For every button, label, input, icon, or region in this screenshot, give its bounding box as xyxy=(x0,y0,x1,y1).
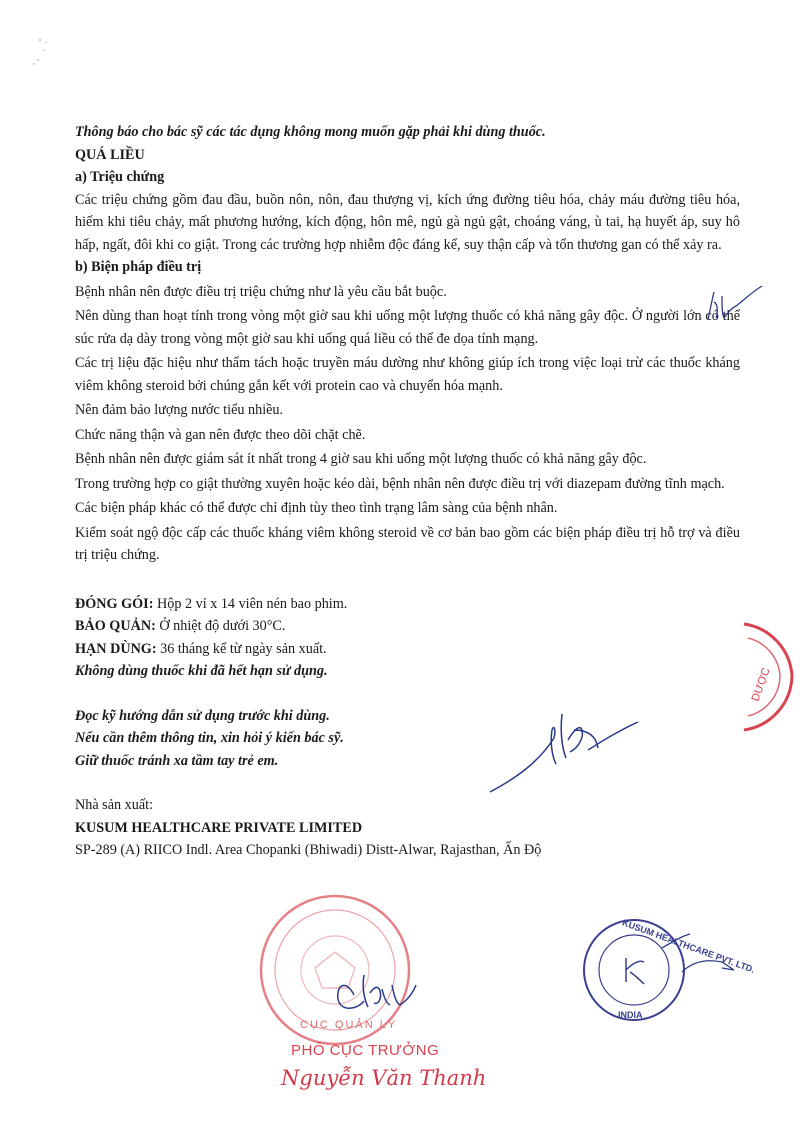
treatment-paragraph: Các trị liệu đặc hiệu như thẩm tách hoặc truyền máu dường như không giúp ích trong việc loại trừ các thuốc kháng viêm không steroid bởi chúng gắn kết với protein cao và chuyển hóa mạnh. xyxy=(75,355,740,394)
storage-line xyxy=(75,615,740,638)
scan-dots xyxy=(30,38,80,78)
manufacturer-name: KUSUM HEALTHCARE PRIVATE LIMITED xyxy=(75,819,363,836)
treatment-paragraph: Bệnh nhân nên được giám sát ít nhất trong 4 giờ sau khi uống một lượng thuốc có khả năng gây độc. xyxy=(75,451,647,467)
official-signature xyxy=(320,955,430,1025)
stamp-title: PHÓ CỤC TRƯỞNG xyxy=(291,1042,440,1059)
advice-line: Giữ thuốc tránh xa tầm tay trẻ em. xyxy=(75,752,279,769)
manufacturer-label: Nhà sản xuất: xyxy=(75,797,154,813)
expiry-warning: Không dùng thuốc khi đã hết hạn sử dụng. xyxy=(75,663,328,679)
storage-value: Ở nhiệt độ dưới 30°C. xyxy=(155,618,286,634)
company-seal-text: KUSUM HEALTHCARE PVT. LTD. xyxy=(620,917,757,975)
treatment-paragraph: Các biện pháp khác có thể được chỉ định tùy theo tình trạng lâm sàng của bệnh nhân. xyxy=(75,500,558,516)
shelf-life-value: 36 tháng kể từ ngày sản xuất. xyxy=(156,640,327,657)
symptoms-text: Các triệu chứng gồm đau đầu, buồn nôn, nôn, đau thượng vị, kích ứng đường tiêu hóa, chảy máu đường tiêu hóa, hiếm khi tiêu chảy, mất phương hướng, kích động, hôn mê, ngủ gà ngủ gật, choáng váng, ù tai, hạ huyết áp, suy hô hấp, ngất, đôi khi co giật. Trong các trường hợp nhiễm độc đáng kể, suy thận cấp và tổn thương gan có thể xảy ra. xyxy=(75,191,740,253)
treatment-paragraph: Trong trường hợp co giật thường xuyên hoặc kéo dài, bệnh nhân nên được điều trị với diazepam đường tĩnh mạch. xyxy=(75,475,725,492)
warning-note: Thông báo cho bác sỹ các tác dụng không mong muốn gặp phải khi dùng thuốc. xyxy=(75,124,546,140)
treatment-paragraph: Bệnh nhân nên được điều trị triệu chứng như là yêu cầu bắt buộc. xyxy=(75,283,447,300)
initials-mark xyxy=(700,282,770,327)
company-seal-country: INDIA xyxy=(618,1010,643,1020)
partial-seal-right xyxy=(730,620,800,740)
overdose-heading: QUÁ LIỀU xyxy=(75,146,145,163)
treatment-paragraph: Nên đảm bảo lượng nước tiểu nhiều. xyxy=(75,402,284,418)
partial-seal-text: DƯỢC xyxy=(749,666,773,704)
treatment-heading: b) Biện pháp điều trị xyxy=(75,259,202,275)
manufacturer-address: SP-289 (A) RIICO Indl. Area Chopanki (Bhiwadi) Distt-Alwar, Rajasthan, Ấn Độ xyxy=(75,842,542,858)
shelf-life-line xyxy=(75,638,740,661)
treatment-paragraph: Chức năng thận và gan nên được theo dõi chặt chẽ. xyxy=(75,426,366,443)
storage-label: BẢO QUẢN: xyxy=(75,618,156,634)
authorizer-signature xyxy=(470,700,660,800)
advice-line: Đọc kỹ hướng dẫn sử dụng trước khi dùng. xyxy=(75,707,330,724)
shelf-life-label: HẠN DÙNG: xyxy=(75,640,157,657)
packaging-value: Hộp 2 vỉ x 14 viên nén bao phim. xyxy=(153,595,348,612)
official-seal-text: CỤC QUẢN LÝ xyxy=(300,1019,398,1031)
symptoms-heading: a) Triệu chứng xyxy=(75,169,165,185)
treatment-paragraph: Kiểm soát ngộ độc cấp các thuốc kháng viêm không steroid về cơ bản bao gồm các biện pháp điều trị hỗ trợ và điều trị triệu chứng. xyxy=(75,524,740,563)
company-seal xyxy=(572,917,757,1028)
packaging-line xyxy=(75,593,740,616)
advice-line: Nếu cần thêm thông tin, xin hỏi ý kiến bác sỹ. xyxy=(75,730,344,746)
stamp-name: Nguyễn Văn Thanh xyxy=(281,1066,487,1090)
treatment-paragraph: Nên dùng than hoạt tính trong vòng một giờ sau khi uống một lượng thuốc có khả năng gây độc. Ở người lớn có thể súc rửa dạ dày trong vòng một giờ sau khi uống quá liều có thể đe dọa tính mạng. xyxy=(75,308,740,347)
packaging-label: ĐÓNG GÓI: xyxy=(75,595,154,612)
